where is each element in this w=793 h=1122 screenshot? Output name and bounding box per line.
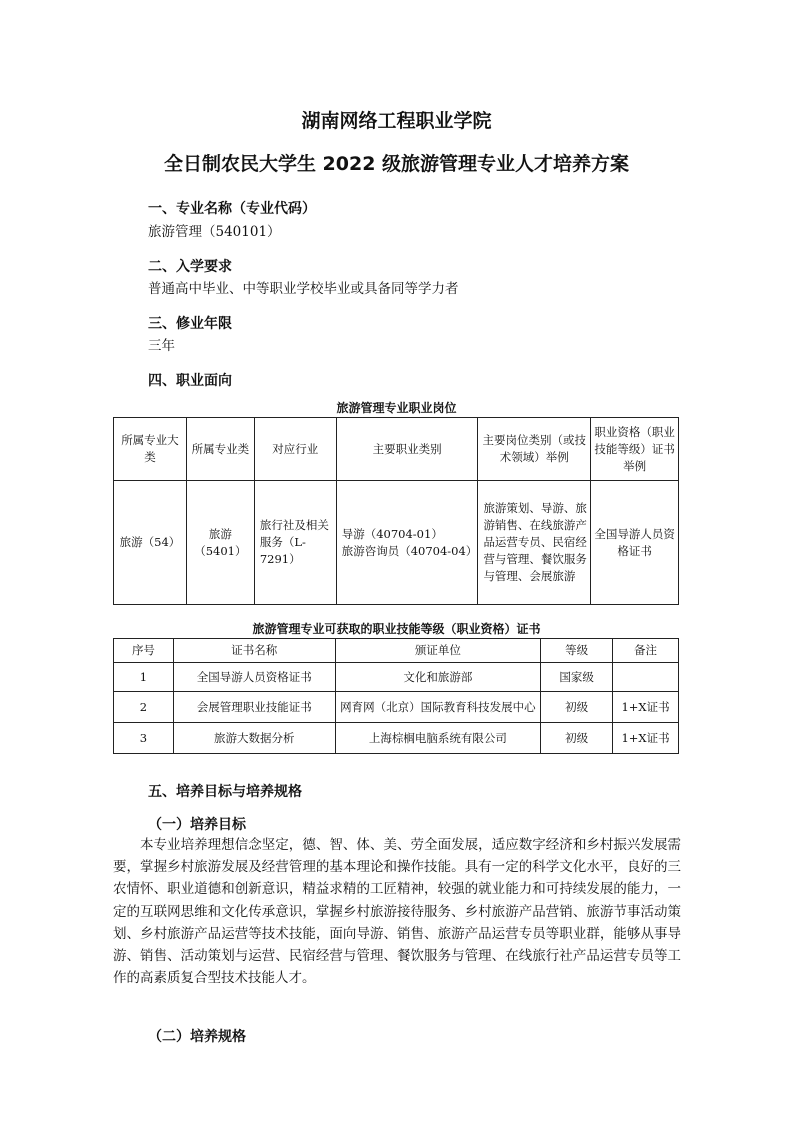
cert-name: 会展管理职业技能证书 <box>173 692 335 723</box>
section-2-text: 普通高中毕业、中等职业学校毕业或具备同等学力者 <box>148 281 459 297</box>
school-title: 湖南网络工程职业学院 <box>301 110 492 132</box>
header-cell: 备注 <box>613 639 679 663</box>
certificate-cell: 全国导游人员资格证书 <box>591 481 679 605</box>
table-row <box>114 692 679 723</box>
occupation-item: 旅游咨询员（40704-04） <box>341 543 478 558</box>
cert-name: 旅游大数据分析 <box>173 723 335 754</box>
table-row <box>114 723 679 754</box>
cert-note: 1+X证书 <box>613 692 679 723</box>
section-3-text: 三年 <box>148 338 175 354</box>
table-row <box>114 663 679 692</box>
cert-level: 初级 <box>541 692 613 723</box>
section-2-heading: 二、入学要求 <box>148 259 232 275</box>
section-5-sub-2: （二）培养规格 <box>148 1029 246 1045</box>
header-cell: 证书名称 <box>173 639 335 663</box>
table-row <box>114 481 679 605</box>
section-5-sub-1: （一）培养目标 <box>148 817 246 833</box>
header-cell: 所属专业大类 <box>114 418 187 481</box>
cert-level: 初级 <box>541 723 613 754</box>
header-cell: 所属专业类 <box>186 418 254 481</box>
cert-table-caption: 旅游管理专业可获取的职业技能等级（职业资格）证书 <box>252 622 541 636</box>
header-cell: 主要岗位类别（或技术领域）举例 <box>478 418 591 481</box>
section-4-heading: 四、职业面向 <box>148 373 232 389</box>
header-cell: 对应行业 <box>254 418 336 481</box>
header-cell: 序号 <box>114 639 174 663</box>
cert-issuer: 网育网（北京）国际教育科技发展中心 <box>335 692 541 723</box>
cert-note <box>613 663 679 692</box>
cert-no: 3 <box>114 723 174 754</box>
training-goal-paragraph: 本专业培养理想信念坚定，德、智、体、美、劳全面发展，适应数字经济和乡村振兴发展需要，掌握乡村旅游发展及经营管理的基本理论和操作技能。具有一定的科学文化水平，良好的三农情怀、职业道德和创新意识，精益求精的工匠精神，较强的就业能力和可持续发展的能力，一定的互联网思维和文化传承意识，掌握乡村旅游接待服务、乡村旅游产品营销、旅游节事活动策划、乡村旅游产品运营等技术技能，面向导游、销售、旅游产品运营专员等职业群，能够从事导游、销售、活动策划与运营、民宿经营与管理、餐饮服务与管理、在线旅行社产品运营专员等工作的高素质复合型技术技能人才。 <box>113 837 681 987</box>
plan-title: 全日制农民大学生 2022 级旅游管理专业人才培养方案 <box>163 153 630 175</box>
major-class-cell: 旅游（5401） <box>186 481 254 605</box>
cert-no: 1 <box>114 663 174 692</box>
cert-note: 1+X证书 <box>613 723 679 754</box>
header-cell: 颁证单位 <box>335 639 541 663</box>
occupation-table <box>113 417 679 605</box>
header-cell: 等级 <box>541 639 613 663</box>
section-5-heading: 五、培养目标与培养规格 <box>148 784 302 800</box>
cert-issuer: 上海棕榈电脑系统有限公司 <box>335 723 541 754</box>
positions-cell: 旅游策划、导游、旅游销售、在线旅游产品运营专员、民宿经营与管理、餐饮服务与管理、会展旅游 <box>478 481 591 605</box>
section-1-heading: 一、专业名称（专业代码） <box>148 201 316 217</box>
table-header-row <box>114 639 679 663</box>
occupation-cell <box>336 481 478 605</box>
major-category-cell: 旅游（54） <box>114 481 187 605</box>
cert-no: 2 <box>114 692 174 723</box>
cert-issuer: 文化和旅游部 <box>335 663 541 692</box>
occupation-table-caption: 旅游管理专业职业岗位 <box>336 401 457 415</box>
cert-name: 全国导游人员资格证书 <box>173 663 335 692</box>
occupation-item: 导游（40704-01） <box>341 526 443 541</box>
cert-level: 国家级 <box>541 663 613 692</box>
header-cell: 职业资格（职业技能等级）证书举例 <box>591 418 679 481</box>
section-1-text: 旅游管理（540101） <box>148 224 281 240</box>
industry-cell: 旅行社及相关服务（L-7291） <box>254 481 336 605</box>
header-cell: 主要职业类别 <box>336 418 478 481</box>
cert-table <box>113 638 679 754</box>
section-3-heading: 三、修业年限 <box>148 316 232 332</box>
table-header-row <box>114 418 679 481</box>
